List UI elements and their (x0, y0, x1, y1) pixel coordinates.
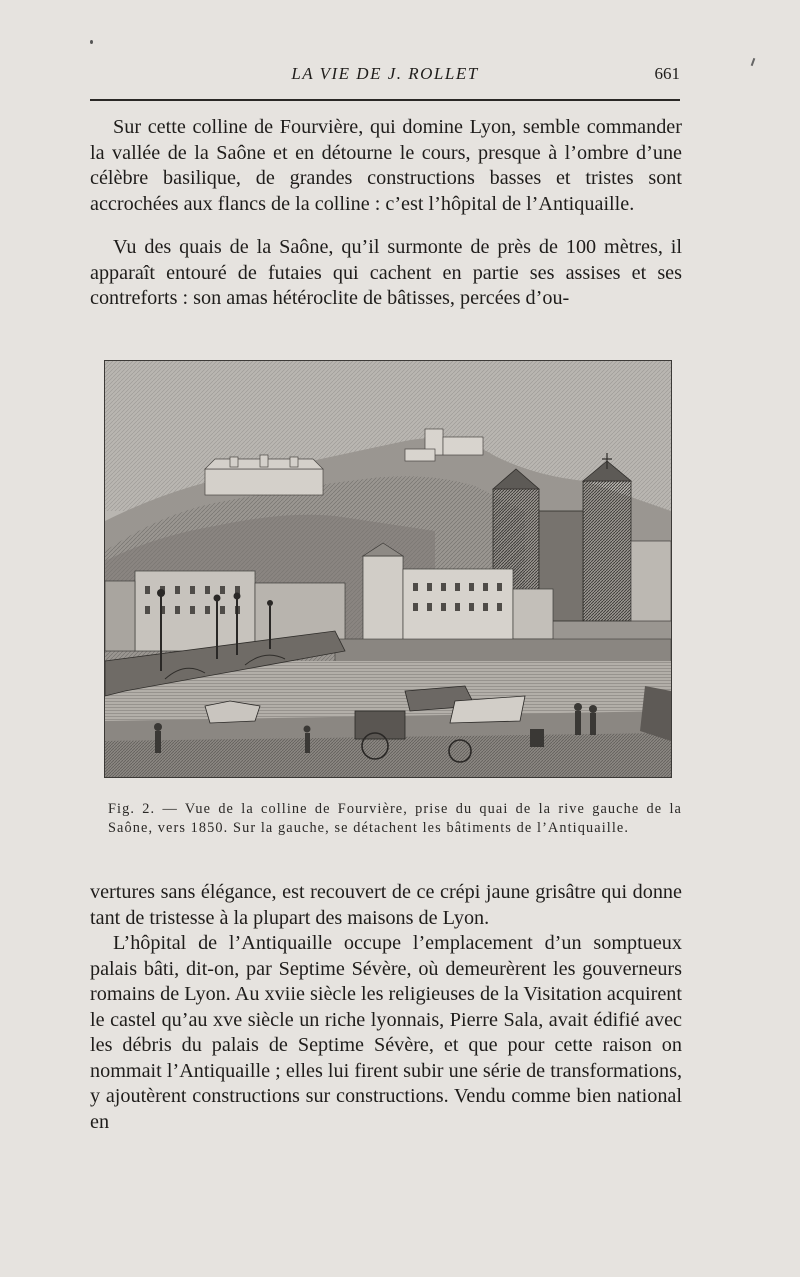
page-speck (90, 40, 93, 44)
paragraph-3: vertures sans élégance, est recouvert de ce crépi jaune grisâtre qui donne tant de tristesse à la plupart des maisons de Lyon. (90, 881, 682, 929)
paragraph-1: Sur cette colline de Fourvière, qui domine Lyon, semble commander la vallée de la Saône et en détourne le cours, presque à l’ombre d’une célèbre basilique, de grandes constructions basses et tristes sont accrochées aux flancs de la colline : c’est l’hôpital de l’Antiquaille. (90, 116, 682, 215)
paragraph-2: Vu des quais de la Saône, qu’il surmonte de près de 100 mètres, il apparaît entouré de futaies qui cachent en partie ses assises et ses contreforts : son amas hétéroclite de bâtisses, percées d’ou- (90, 236, 682, 309)
running-title: LA VIE DE J. ROLLET (291, 64, 479, 83)
figure-caption: Fig. 2. — Vue de la colline de Fourvière, prise du quai de la rive gauche de la Saône, vers 1850. Sur la gauche, se détachent les bâtiments de l’Antiquaille. (108, 801, 682, 836)
page-number: 661 (654, 64, 680, 83)
header-rule (90, 99, 680, 101)
engraving-illustration (105, 361, 671, 777)
page-mark (751, 58, 756, 66)
engraving-figure (104, 360, 672, 778)
running-header (90, 62, 680, 90)
paragraph-4: L’hôpital de l’Antiquaille occupe l’emplacement d’un somptueux palais bâti, dit-on, par Septime Sévère, où demeurèrent les gouverneurs romains de Lyon. Au xviie siècle les religieuses de la Visitation acquirent le castel qu’au xve siècle un riche lyonnais, Pierre Sala, avait édifié avec les débris du palais de Septime Sévère, et que pour cette raison on nommait l’Antiquaille ; elles lui firent subir une série de transformations, y ajoutèrent constructions sur constructions. Vendu comme bien national en (90, 932, 682, 1133)
